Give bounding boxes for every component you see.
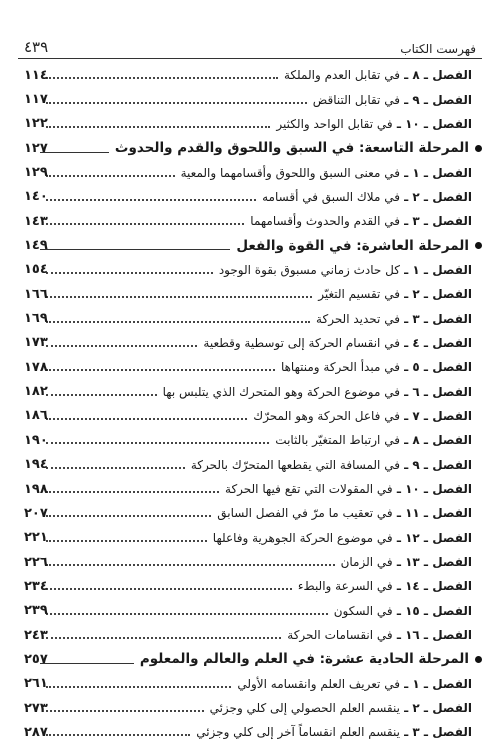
entry-page-number: ١٧٨ <box>24 359 48 375</box>
chapter-number: الفصل ـ ١ ـ <box>404 262 472 277</box>
chapter-title: في مبدأ الحركة ومنتهاها <box>280 360 400 375</box>
toc-chapter-entry <box>0 501 500 525</box>
chapter-number: الفصل ـ ١٣ ـ <box>396 555 472 570</box>
header-rule <box>18 58 482 59</box>
chapter-title: ينقسم العلم الحصولي إلى كلي وجزئي <box>209 701 400 716</box>
entry-page-number: ١٤٠ <box>24 189 48 205</box>
chapter-title: في السرعة والبطء <box>297 579 393 594</box>
chapter-label <box>191 458 472 472</box>
toc-chapter-entry <box>0 209 500 233</box>
toc-chapter-entry <box>0 160 500 184</box>
dot-leader <box>46 564 335 566</box>
chapter-title: في ملاك السبق في أقسامه <box>262 189 400 204</box>
toc-chapter-entry <box>0 428 500 452</box>
dot-leader <box>46 126 270 128</box>
toc-chapter-entry <box>0 599 500 623</box>
toc-chapter-entry <box>0 185 500 209</box>
chapter-number: الفصل ـ ٤ ـ <box>404 335 472 350</box>
chapter-title: كل حادث زماني مسبوق بقوة الوجود <box>218 262 400 277</box>
chapter-title: في الزمان <box>340 555 393 570</box>
chapter-label <box>217 506 472 520</box>
toc-chapter-entry <box>0 623 500 647</box>
dot-leader <box>46 418 247 420</box>
chapter-title: ينقسم العلم انقساماً آخر إلى كلي وجزئي <box>196 725 400 740</box>
toc-chapter-entry <box>0 550 500 574</box>
chapter-label <box>213 531 472 545</box>
entry-page-number: ٢٨٧ <box>24 724 48 740</box>
chapter-label <box>253 409 472 423</box>
toc-chapter-entry <box>0 258 500 282</box>
entry-page-number: ١١٤ <box>24 67 48 83</box>
toc-chapter-entry <box>0 404 500 428</box>
toc-stage-entry <box>0 233 500 257</box>
toc-chapter-entry <box>0 696 500 720</box>
chapter-title: في انقسام الحركة إلى توسطية وقطعية <box>203 335 400 350</box>
toc-chapter-entry <box>0 379 500 403</box>
bullet-icon <box>475 242 482 249</box>
entry-page-number: ٢٣٤ <box>24 578 48 594</box>
dot-leader <box>46 588 292 590</box>
toc-stage-entry <box>0 647 500 671</box>
entry-page-number: ١٩٨ <box>24 481 48 497</box>
chapter-number: الفصل ـ ٦ ـ <box>404 384 472 399</box>
chapter-label <box>219 263 472 277</box>
chapter-number: الفصل ـ ١ ـ <box>404 676 472 691</box>
entry-page-number: ٢٦١ <box>24 676 48 692</box>
chapter-label <box>313 93 472 107</box>
chapter-number: الفصل ـ ١٠ ـ <box>396 116 472 131</box>
entry-page-number: ١١٧ <box>24 92 48 108</box>
chapter-number: الفصل ـ ١٦ ـ <box>396 628 472 643</box>
entry-page-number: ١٨٦ <box>24 408 48 424</box>
running-header <box>24 34 476 56</box>
entry-page-number: ١٦٦ <box>24 286 48 302</box>
chapter-number: الفصل ـ ٢ ـ <box>404 701 472 716</box>
dot-leader <box>46 613 328 615</box>
chapter-number: الفصل ـ ٩ ـ <box>404 92 472 107</box>
chapter-label <box>250 214 472 228</box>
chapter-number: الفصل ـ ٢ ـ <box>404 189 472 204</box>
chapter-title: في موضوع الحركة وهو المتحرك الذي يتلبس بها <box>162 384 400 399</box>
dot-leader <box>46 369 275 371</box>
chapter-label <box>181 166 472 180</box>
toc-chapter-entry <box>0 574 500 598</box>
entry-page-number: ٢٤٣ <box>24 627 48 643</box>
entry-page-number: ١٤٣ <box>24 213 48 229</box>
stage-title: المرحلة العاشرة: في القوة والفعل <box>236 237 469 254</box>
chapter-number: الفصل ـ ١٠ ـ <box>396 482 472 497</box>
chapter-title: في تقابل التناقض <box>312 92 400 107</box>
chapter-number: الفصل ـ ٥ ـ <box>404 360 472 375</box>
entry-page-number: ٢٧٣ <box>24 700 48 716</box>
dot-leader <box>46 77 278 79</box>
chapter-number: الفصل ـ ٨ ـ <box>404 433 472 448</box>
chapter-number: الفصل ـ ٣ ـ <box>404 311 472 326</box>
dot-leader <box>46 296 312 298</box>
entry-page-number: ٢٠٧ <box>24 505 48 521</box>
chapter-title: في تعقيب ما مرّ في الفصل السابق <box>217 506 393 521</box>
chapter-title: في السكون <box>333 603 393 618</box>
dot-leader <box>46 321 310 323</box>
chapter-label <box>262 190 472 204</box>
chapter-label <box>341 555 472 569</box>
chapter-label <box>281 360 472 374</box>
chapter-number: الفصل ـ ٨ ـ <box>404 68 472 83</box>
chapter-label <box>318 287 472 301</box>
chapter-label <box>203 336 472 350</box>
chapter-title: في تقابل العدم والملكة <box>284 68 400 83</box>
chapter-number: الفصل ـ ١٤ ـ <box>396 579 472 594</box>
bullet-icon <box>475 145 482 152</box>
chapter-title: في تقسيم التغيّر <box>318 287 400 302</box>
entry-page-number: ١٩٤ <box>24 457 48 473</box>
bullet-icon <box>475 656 482 663</box>
chapter-number: الفصل ـ ٩ ـ <box>404 457 472 472</box>
chapter-number: الفصل ـ ١٥ ـ <box>396 603 472 618</box>
chapter-title: في تقابل الواحد والكثير <box>276 116 393 131</box>
chapter-title: في فاعل الحركة وهو المحرّك <box>253 408 400 423</box>
chapter-title: في تعريف العلم وانقسامه الأولي <box>237 676 400 691</box>
chapter-label <box>163 385 472 399</box>
table-of-contents <box>0 63 500 745</box>
toc-chapter-entry <box>0 63 500 87</box>
chapter-number: الفصل ـ ٣ ـ <box>404 725 472 740</box>
toc-chapter-entry <box>0 355 500 379</box>
toc-chapter-entry <box>0 672 500 696</box>
toc-chapter-entry <box>0 453 500 477</box>
toc-chapter-entry <box>0 306 500 330</box>
entry-page-number: ١٦٩ <box>24 311 48 327</box>
chapter-title: في ارتباط المتغيّر بالثابت <box>275 433 400 448</box>
toc-chapter-entry <box>0 112 500 136</box>
entry-page-number: ١٢٧ <box>24 140 48 156</box>
chapter-title: في انقسامات الحركة <box>287 628 393 643</box>
chapter-number: الفصل ـ ٣ ـ <box>404 214 472 229</box>
toc-chapter-entry <box>0 282 500 306</box>
entry-page-number: ٢٢٦ <box>24 554 48 570</box>
header-title: فهرست الكتاب <box>400 42 476 56</box>
toc-chapter-entry <box>0 87 500 111</box>
chapter-number: الفصل ـ ٢ ـ <box>404 287 472 302</box>
chapter-label <box>298 579 472 593</box>
chapter-title: في القدم والحدوث وأقسامهما <box>250 214 400 229</box>
entry-page-number: ١٧٣ <box>24 335 48 351</box>
stage-title: المرحلة الحادية عشرة: في العلم والعالم والمعلوم <box>139 651 469 668</box>
dot-leader <box>46 102 307 104</box>
chapter-label <box>316 312 472 326</box>
chapter-label <box>237 677 472 691</box>
chapter-title: في تحديد الحركة <box>316 311 400 326</box>
stage-title: المرحلة التاسعة: في السبق واللحوق والقدم والحدوث <box>114 140 469 157</box>
chapter-number: الفصل ـ ١١ ـ <box>396 506 472 521</box>
dot-leader <box>46 637 281 639</box>
dot-leader <box>46 199 256 201</box>
chapter-title: في المسافة التي يقطعها المتحرّك بالحركة <box>190 457 400 472</box>
entry-page-number: ٢٣٩ <box>24 603 48 619</box>
chapter-label <box>284 68 472 82</box>
chapter-number: الفصل ـ ١ ـ <box>404 165 472 180</box>
entry-page-number: ١٤٩ <box>24 238 48 254</box>
chapter-number: الفصل ـ ١٢ ـ <box>396 530 472 545</box>
chapter-label <box>334 604 472 618</box>
chapter-number: الفصل ـ ٧ ـ <box>404 408 472 423</box>
chapter-label <box>196 725 472 739</box>
chapter-label <box>225 482 472 496</box>
entry-page-number: ٢٥٧ <box>24 651 48 667</box>
entry-page-number: ١٨٢ <box>24 384 48 400</box>
toc-chapter-entry <box>0 526 500 550</box>
chapter-title: في معنى السبق واللحوق وأقسامهما والمعية <box>180 165 400 180</box>
toc-stage-entry <box>0 136 500 160</box>
chapter-title: في المقولات التي تقع فيها الحركة <box>225 482 393 497</box>
entry-page-number: ٢٢١ <box>24 530 48 546</box>
toc-chapter-entry <box>0 331 500 355</box>
dot-leader <box>46 442 269 444</box>
entry-page-number: ١٢٢ <box>24 116 48 132</box>
chapter-label <box>287 628 472 642</box>
header-page-number: ٤٣٩ <box>24 38 49 56</box>
entry-page-number: ١٢٩ <box>24 165 48 181</box>
chapter-label <box>275 433 472 447</box>
entry-page-number: ١٩٠ <box>24 432 48 448</box>
entry-page-number: ١٥٤ <box>24 262 48 278</box>
chapter-label <box>210 701 472 715</box>
toc-chapter-entry <box>0 720 500 744</box>
chapter-label <box>276 117 472 131</box>
chapter-title: في موضوع الحركة الجوهرية وفاعلها <box>212 530 393 545</box>
toc-chapter-entry <box>0 477 500 501</box>
